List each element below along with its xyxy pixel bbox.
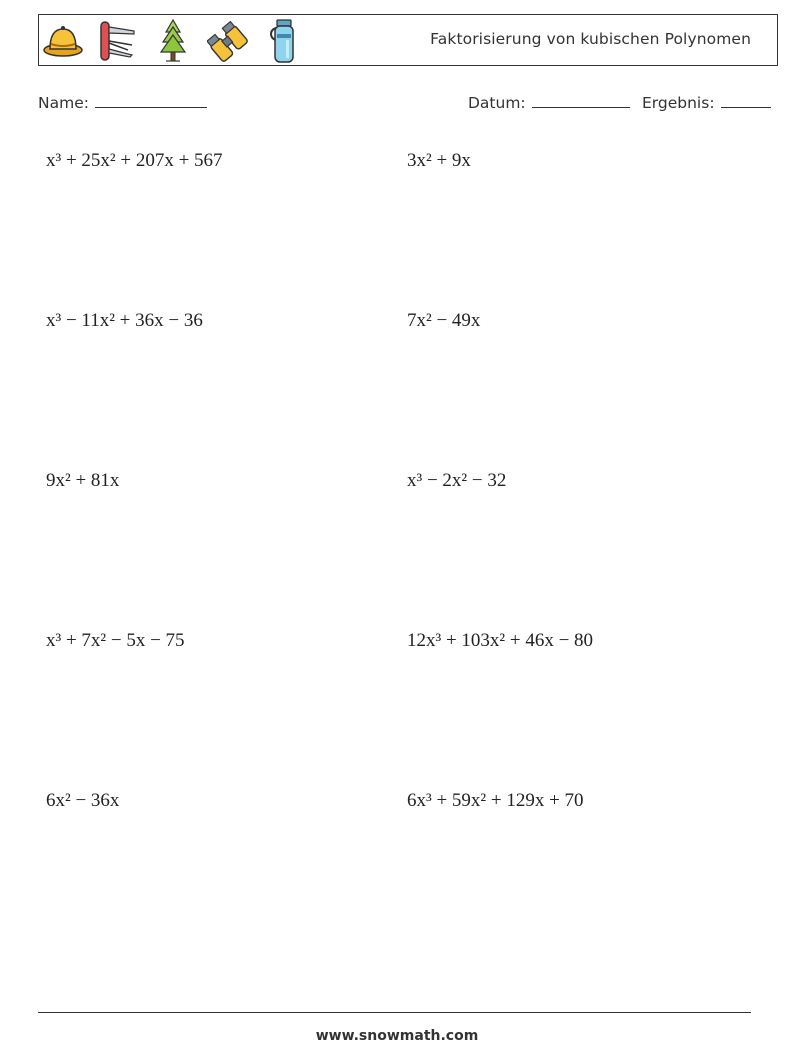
- problem-9: 6x² − 36x: [46, 790, 120, 811]
- header-icons: [42, 18, 317, 64]
- problem-2: 3x² + 9x: [407, 150, 471, 171]
- problem-7: x³ + 7x² − 5x − 75: [46, 630, 185, 651]
- pine-tree-icon: [152, 18, 194, 64]
- footer-website[interactable]: www.snowmath.com: [315, 1028, 479, 1044]
- problem-3: x³ − 11x² + 36x − 36: [46, 310, 203, 331]
- date-label: Datum:: [468, 94, 526, 112]
- worksheet-title: Faktorisierung von kubischen Polynomen: [430, 30, 751, 48]
- name-field: [38, 93, 207, 112]
- name-label: Name:: [38, 94, 89, 112]
- name-blank: [95, 93, 207, 108]
- date-field: [468, 93, 630, 112]
- problem-8: 12x³ + 103x² + 46x − 80: [407, 630, 594, 651]
- problem-10: 6x³ + 59x² + 129x + 70: [407, 790, 584, 811]
- problem-4: 7x² − 49x: [407, 310, 481, 331]
- result-field: [642, 93, 771, 112]
- hat-icon: [42, 18, 84, 64]
- date-blank: [532, 93, 630, 108]
- footer-divider: [38, 1012, 751, 1013]
- problem-1: x³ + 25x² + 207x + 567: [46, 150, 223, 171]
- binoculars-icon: [207, 18, 249, 64]
- problem-6: x³ − 2x² − 32: [407, 470, 507, 491]
- result-blank: [721, 93, 771, 108]
- worksheet-header: [38, 14, 778, 66]
- result-label: Ergebnis:: [642, 94, 715, 112]
- pocket-knife-icon: [97, 18, 139, 64]
- thermos-icon: [262, 18, 304, 64]
- problem-5: 9x² + 81x: [46, 470, 120, 491]
